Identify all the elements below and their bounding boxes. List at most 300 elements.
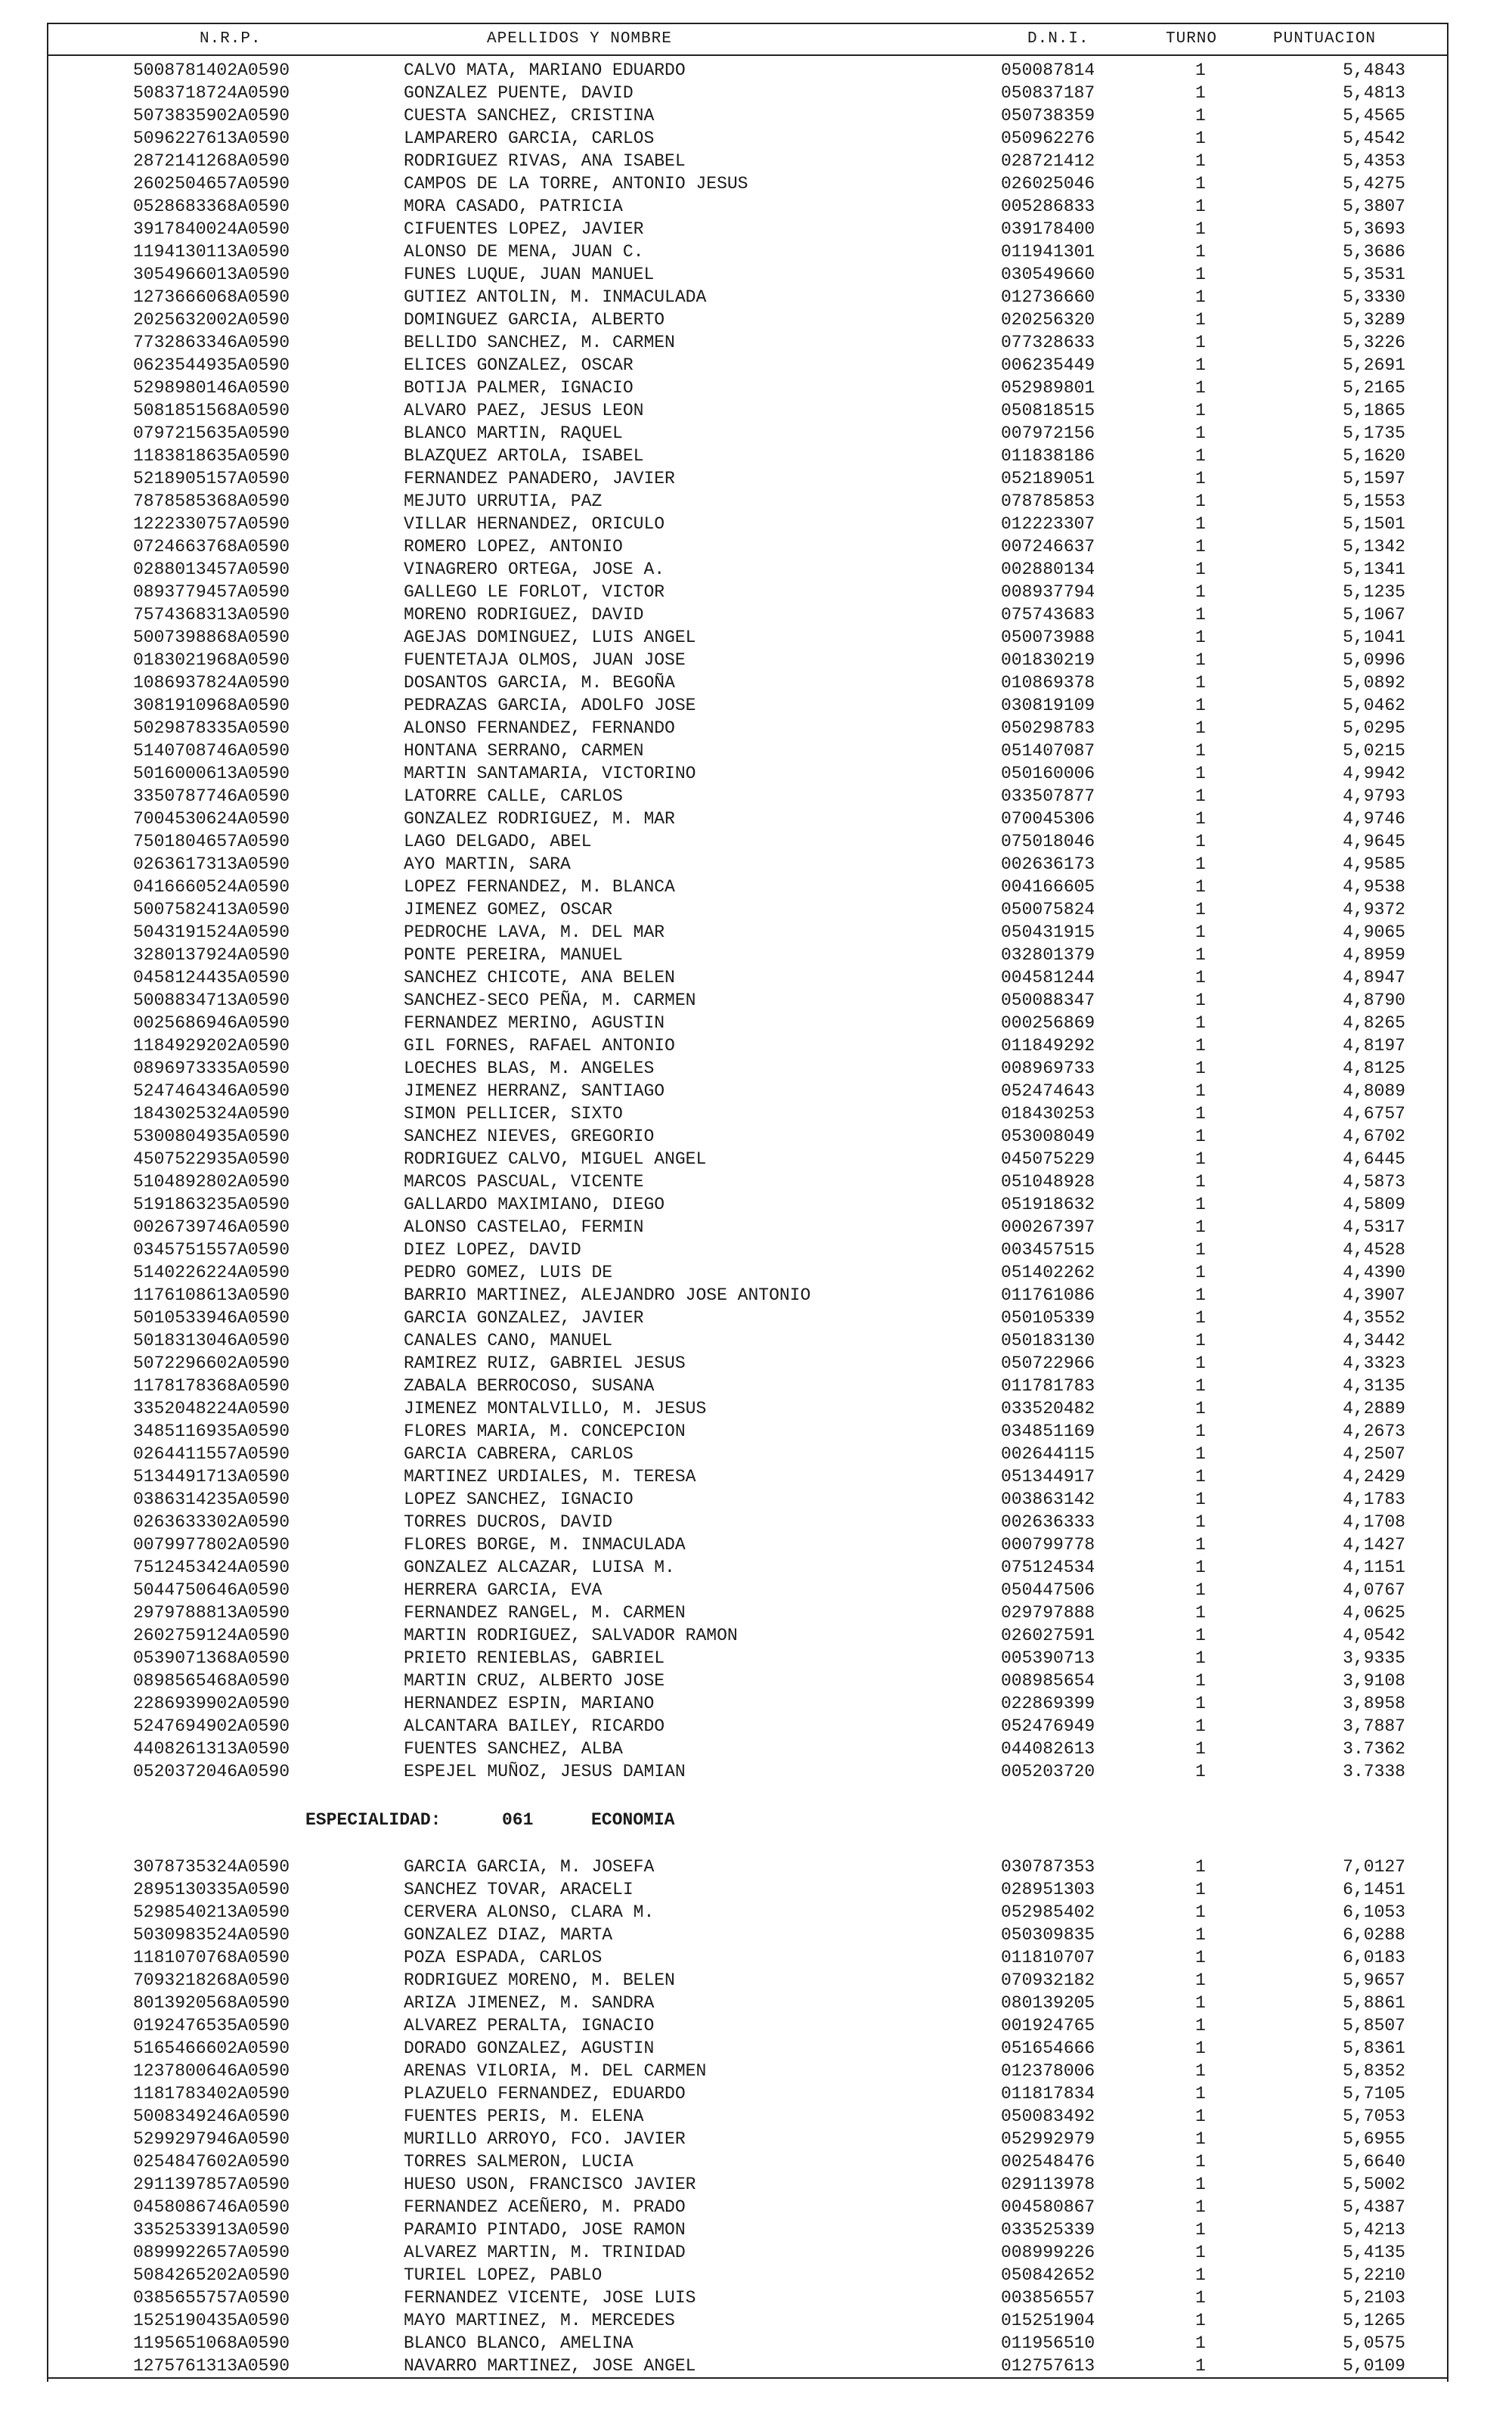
- cell-puntuacion: 6,1053: [1343, 1902, 1405, 1922]
- cell-puntuacion: 5,1735: [1343, 423, 1405, 443]
- cell-nrp: 5029878335A0590: [133, 718, 290, 738]
- cell-nombre: CAMPOS DE LA TORRE, ANTONIO JESUS: [404, 174, 748, 194]
- cell-turno: 1: [1195, 832, 1206, 851]
- cell-nombre: FERNANDEZ ACEÑERO, M. PRADO: [404, 2197, 686, 2217]
- cell-turno: 1: [1195, 401, 1206, 420]
- cell-dni: 034851169: [1001, 1422, 1095, 1441]
- cell-nrp: 3054966013A0590: [133, 265, 290, 284]
- cell-nombre: ESPEJEL MUÑOZ, JESUS DAMIAN: [404, 1762, 686, 1781]
- cell-dni: 070045306: [1001, 809, 1095, 829]
- cell-nombre: TORRES SALMERON, LUCIA: [404, 2152, 634, 2172]
- cell-dni: 051654666: [1001, 2039, 1095, 2058]
- cell-puntuacion: 4,8959: [1343, 945, 1405, 965]
- cell-puntuacion: 5,4213: [1343, 2220, 1405, 2240]
- table-row: [48, 1284, 1447, 1307]
- cell-puntuacion: 4,8125: [1343, 1059, 1405, 1078]
- cell-nrp: 5218905157A0590: [133, 469, 290, 488]
- table-row: [48, 1856, 1447, 1878]
- cell-puntuacion: 5,4813: [1343, 83, 1405, 103]
- cell-nombre: FLORES BORGE, M. INMACULADA: [404, 1535, 686, 1555]
- cell-turno: 1: [1195, 1762, 1206, 1781]
- cell-nombre: CUESTA SANCHEZ, CRISTINA: [404, 106, 655, 126]
- cell-turno: 1: [1195, 151, 1206, 171]
- cell-turno: 1: [1195, 1444, 1206, 1464]
- table-row: [48, 377, 1447, 399]
- cell-nombre: RODRIGUEZ RIVAS, ANA ISABEL: [404, 151, 686, 171]
- cell-turno: 1: [1195, 2197, 1206, 2217]
- cell-turno: 1: [1195, 1603, 1206, 1623]
- bottom-rule: [48, 2377, 1447, 2379]
- cell-puntuacion: 5,3686: [1343, 242, 1405, 262]
- cell-turno: 1: [1195, 741, 1206, 761]
- cell-puntuacion: 5,3289: [1343, 310, 1405, 330]
- cell-puntuacion: 3.7338: [1343, 1762, 1405, 1781]
- cell-nombre: RODRIGUEZ MORENO, M. BELEN: [404, 1970, 675, 1990]
- section-1-table: [48, 59, 1447, 1783]
- cell-nrp: 7004530624A0590: [133, 809, 290, 829]
- table-row: [48, 1443, 1447, 1465]
- cell-nombre: ALVAREZ MARTIN, M. TRINIDAD: [404, 2243, 686, 2262]
- cell-puntuacion: 4,2507: [1343, 1444, 1405, 1464]
- cell-puntuacion: 5,1067: [1343, 605, 1405, 625]
- cell-nrp: 0264411557A0590: [133, 1444, 290, 1464]
- cell-turno: 1: [1195, 560, 1206, 579]
- cell-dni: 004166605: [1001, 877, 1095, 897]
- cell-dni: 052992979: [1001, 2129, 1095, 2149]
- cell-turno: 1: [1195, 469, 1206, 488]
- cell-turno: 1: [1195, 2152, 1206, 2172]
- cell-turno: 1: [1195, 1285, 1206, 1305]
- cell-puntuacion: 4,9793: [1343, 786, 1405, 806]
- cell-nrp: 3352533913A0590: [133, 2220, 290, 2240]
- table-row: [48, 1216, 1447, 1239]
- cell-dni: 039178400: [1001, 219, 1095, 239]
- cell-nrp: 0385655757A0590: [133, 2288, 290, 2308]
- table-row: [48, 2264, 1447, 2287]
- cell-dni: 011761086: [1001, 1285, 1095, 1305]
- cell-dni: 000267397: [1001, 1217, 1095, 1237]
- cell-nombre: LOPEZ FERNANDEZ, M. BLANCA: [404, 877, 675, 897]
- cell-nrp: 5300804935A0590: [133, 1127, 290, 1146]
- cell-dni: 015251904: [1001, 2311, 1095, 2330]
- cell-puntuacion: 5,0575: [1343, 2333, 1405, 2353]
- cell-turno: 1: [1195, 219, 1206, 239]
- cell-puntuacion: 4,9372: [1343, 900, 1405, 919]
- cell-dni: 080139205: [1001, 1993, 1095, 2013]
- cell-turno: 1: [1195, 2175, 1206, 2194]
- cell-nrp: 8013920568A0590: [133, 1993, 290, 2013]
- cell-dni: 008999226: [1001, 2243, 1095, 2262]
- table-row: [48, 558, 1447, 581]
- cell-turno: 1: [1195, 1648, 1206, 1668]
- cell-turno: 1: [1195, 1240, 1206, 1260]
- cell-dni: 050087814: [1001, 60, 1095, 80]
- cell-puntuacion: 5,4387: [1343, 2197, 1405, 2217]
- cell-turno: 1: [1195, 2311, 1206, 2330]
- table-row: [48, 921, 1447, 944]
- cell-dni: 030549660: [1001, 265, 1095, 284]
- cell-nrp: 0386314235A0590: [133, 1490, 290, 1509]
- cell-puntuacion: 4,6757: [1343, 1104, 1405, 1124]
- table-row: [48, 989, 1447, 1012]
- cell-nrp: 1222330757A0590: [133, 514, 290, 534]
- cell-dni: 030787353: [1001, 1857, 1095, 1877]
- table-row: [48, 331, 1447, 354]
- cell-nombre: VILLAR HERNANDEZ, ORICULO: [404, 514, 665, 534]
- table-row: [48, 422, 1447, 445]
- cell-nombre: BLANCO MARTIN, RAQUEL: [404, 423, 623, 443]
- cell-dni: 012223307: [1001, 514, 1095, 534]
- cell-turno: 1: [1195, 628, 1206, 647]
- cell-turno: 1: [1195, 1263, 1206, 1282]
- cell-turno: 1: [1195, 1626, 1206, 1645]
- cell-puntuacion: 5,8507: [1343, 2016, 1405, 2035]
- cell-turno: 1: [1195, 2288, 1206, 2308]
- cell-puntuacion: 4,8197: [1343, 1036, 1405, 1056]
- cell-nrp: 5007398868A0590: [133, 628, 290, 647]
- cell-dni: 075743683: [1001, 605, 1095, 625]
- cell-nrp: 1194130113A0590: [133, 242, 290, 262]
- cell-dni: 029113978: [1001, 2175, 1095, 2194]
- cell-nrp: 1176108613A0590: [133, 1285, 290, 1305]
- cell-turno: 1: [1195, 1467, 1206, 1487]
- cell-turno: 1: [1195, 945, 1206, 965]
- table-row: [48, 1969, 1447, 1992]
- cell-dni: 052989801: [1001, 378, 1095, 398]
- table-row: [48, 59, 1447, 82]
- cell-nombre: ALONSO CASTELAO, FERMIN: [404, 1217, 644, 1237]
- cell-puntuacion: 4,9942: [1343, 764, 1405, 783]
- cell-turno: 1: [1195, 605, 1206, 625]
- cell-nrp: 3917840024A0590: [133, 219, 290, 239]
- cell-nrp: 0893779457A0590: [133, 582, 290, 602]
- cell-nombre: PEDROCHE LAVA, M. DEL MAR: [404, 922, 665, 942]
- cell-nombre: FERNANDEZ VICENTE, JOSE LUIS: [404, 2288, 696, 2308]
- cell-nrp: 5007582413A0590: [133, 900, 290, 919]
- cell-dni: 004580867: [1001, 2197, 1095, 2217]
- cell-turno: 1: [1195, 2265, 1206, 2285]
- cell-nrp: 0416660524A0590: [133, 877, 290, 897]
- cell-dni: 002636173: [1001, 854, 1095, 874]
- cell-nombre: DIEZ LOPEZ, DAVID: [404, 1240, 581, 1260]
- cell-dni: 050842652: [1001, 2265, 1095, 2285]
- table-row: [48, 1647, 1447, 1670]
- cell-dni: 030819109: [1001, 696, 1095, 715]
- cell-nombre: CIFUENTES LOPEZ, JAVIER: [404, 219, 644, 239]
- table-row: [48, 1488, 1447, 1511]
- cell-nrp: 7574368313A0590: [133, 605, 290, 625]
- cell-turno: 1: [1195, 378, 1206, 398]
- cell-nrp: 0345751557A0590: [133, 1240, 290, 1260]
- cell-nrp: 2602504657A0590: [133, 174, 290, 194]
- cell-nombre: HERRERA GARCIA, EVA: [404, 1580, 603, 1600]
- cell-nombre: CERVERA ALONSO, CLARA M.: [404, 1902, 655, 1922]
- cell-puntuacion: 5,1235: [1343, 582, 1405, 602]
- cell-nombre: FERNANDEZ RANGEL, M. CARMEN: [404, 1603, 686, 1623]
- cell-turno: 1: [1195, 355, 1206, 375]
- cell-turno: 1: [1195, 2220, 1206, 2240]
- cell-puntuacion: 5,4135: [1343, 2243, 1405, 2262]
- cell-puntuacion: 5,3807: [1343, 197, 1405, 216]
- cell-puntuacion: 5,3693: [1343, 219, 1405, 239]
- cell-turno: 1: [1195, 491, 1206, 511]
- table-row: [48, 263, 1447, 286]
- cell-dni: 020256320: [1001, 310, 1095, 330]
- cell-puntuacion: 4,3907: [1343, 1285, 1405, 1305]
- cell-nrp: 1525190435A0590: [133, 2311, 290, 2330]
- cell-puntuacion: 4,4528: [1343, 1240, 1405, 1260]
- cell-turno: 1: [1195, 2243, 1206, 2262]
- cell-nombre: ARENAS VILORIA, M. DEL CARMEN: [404, 2061, 707, 2081]
- cell-turno: 1: [1195, 287, 1206, 307]
- table-row: [48, 1760, 1447, 1783]
- cell-turno: 1: [1195, 718, 1206, 738]
- table-row: [48, 1352, 1447, 1375]
- cell-dni: 007972156: [1001, 423, 1095, 443]
- cell-nombre: ARIZA JIMENEZ, M. SANDRA: [404, 1993, 655, 2013]
- cell-puntuacion: 4,9065: [1343, 922, 1405, 942]
- cell-puntuacion: 5,2103: [1343, 2288, 1405, 2308]
- table-row: [48, 104, 1447, 127]
- cell-nrp: 5044750646A0590: [133, 1580, 290, 1600]
- cell-dni: 005390713: [1001, 1648, 1095, 1668]
- table-row: [48, 286, 1447, 308]
- cell-puntuacion: 3.7362: [1343, 1739, 1405, 1759]
- cell-puntuacion: 5,1620: [1343, 446, 1405, 466]
- cell-turno: 1: [1195, 242, 1206, 262]
- cell-dni: 052985402: [1001, 1902, 1095, 1922]
- cell-turno: 1: [1195, 2016, 1206, 2035]
- table-row: [48, 785, 1447, 808]
- header-dni: D.N.I.: [1027, 30, 1089, 48]
- table-row: [48, 1307, 1447, 1329]
- cell-puntuacion: 5,8361: [1343, 2039, 1405, 2058]
- table-row: [48, 1511, 1447, 1533]
- cell-nombre: GIL FORNES, RAFAEL ANTONIO: [404, 1036, 675, 1056]
- cell-dni: 050083492: [1001, 2107, 1095, 2126]
- table-row: [48, 876, 1447, 898]
- cell-puntuacion: 4,1708: [1343, 1512, 1405, 1532]
- cell-puntuacion: 5,0215: [1343, 741, 1405, 761]
- cell-nombre: SIMON PELLICER, SIXTO: [404, 1104, 623, 1124]
- table-row: [48, 853, 1447, 876]
- cell-turno: 1: [1195, 1970, 1206, 1990]
- cell-turno: 1: [1195, 1694, 1206, 1713]
- cell-turno: 1: [1195, 2129, 1206, 2149]
- table-row: [48, 308, 1447, 331]
- cell-dni: 002644115: [1001, 1444, 1095, 1464]
- cell-nrp: 3078735324A0590: [133, 1857, 290, 1877]
- cell-dni: 050738359: [1001, 106, 1095, 126]
- cell-turno: 1: [1195, 197, 1206, 216]
- table-row: [48, 1924, 1447, 1946]
- cell-nrp: 2025632002A0590: [133, 310, 290, 330]
- cell-nombre: PLAZUELO FERNANDEZ, EDUARDO: [404, 2084, 686, 2104]
- cell-dni: 028951303: [1001, 1880, 1095, 1899]
- cell-dni: 008985654: [1001, 1671, 1095, 1691]
- cell-nrp: 0899922657A0590: [133, 2243, 290, 2262]
- cell-dni: 011956510: [1001, 2333, 1095, 2353]
- table-row: [48, 240, 1447, 263]
- cell-nrp: 5030983524A0590: [133, 1925, 290, 1945]
- cell-nombre: POZA ESPADA, CARLOS: [404, 1948, 603, 1967]
- cell-turno: 1: [1195, 446, 1206, 466]
- cell-dni: 011781783: [1001, 1376, 1095, 1396]
- cell-nrp: 0079977802A0590: [133, 1535, 290, 1555]
- cell-puntuacion: 5,1041: [1343, 628, 1405, 647]
- cell-turno: 1: [1195, 1857, 1206, 1877]
- cell-puntuacion: 3,9108: [1343, 1671, 1405, 1691]
- cell-turno: 1: [1195, 2356, 1206, 2376]
- cell-nombre: RAMIREZ RUIZ, GABRIEL JESUS: [404, 1353, 686, 1373]
- cell-nombre: PEDRAZAS GARCIA, ADOLFO JOSE: [404, 696, 696, 715]
- cell-turno: 1: [1195, 106, 1206, 126]
- table-row: [48, 1034, 1447, 1057]
- cell-turno: 1: [1195, 1490, 1206, 1509]
- cell-puntuacion: 5,6955: [1343, 2129, 1405, 2149]
- cell-puntuacion: 6,0288: [1343, 1925, 1405, 1945]
- cell-turno: 1: [1195, 333, 1206, 352]
- cell-nombre: BLAZQUEZ ARTOLA, ISABEL: [404, 446, 644, 466]
- cell-puntuacion: 4,3323: [1343, 1353, 1405, 1373]
- cell-puntuacion: 6,0183: [1343, 1948, 1405, 1967]
- header-turno: TURNO: [1166, 30, 1218, 48]
- cell-dni: 007246637: [1001, 537, 1095, 557]
- cell-nrp: 3081910968A0590: [133, 696, 290, 715]
- cell-puntuacion: 5,1597: [1343, 469, 1405, 488]
- cell-turno: 1: [1195, 1217, 1206, 1237]
- cell-turno: 1: [1195, 1036, 1206, 1056]
- cell-turno: 1: [1195, 900, 1206, 919]
- cell-nombre: PEDRO GOMEZ, LUIS DE: [404, 1263, 613, 1282]
- table-row: [48, 1670, 1447, 1692]
- cell-turno: 1: [1195, 2333, 1206, 2353]
- cell-nombre: JIMENEZ HERRANZ, SANTIAGO: [404, 1081, 665, 1101]
- cell-nrp: 0797215635A0590: [133, 423, 290, 443]
- cell-turno: 1: [1195, 1081, 1206, 1101]
- cell-dni: 051918632: [1001, 1195, 1095, 1214]
- cell-dni: 052474643: [1001, 1081, 1095, 1101]
- cell-nrp: 5072296602A0590: [133, 1353, 290, 1373]
- cell-puntuacion: 3,7887: [1343, 1716, 1405, 1736]
- cell-puntuacion: 5,4843: [1343, 60, 1405, 80]
- table-row: [48, 445, 1447, 467]
- cell-turno: 1: [1195, 514, 1206, 534]
- table-row: [48, 354, 1447, 377]
- cell-nombre: PRIETO RENIEBLAS, GABRIEL: [404, 1648, 665, 1668]
- cell-nrp: 1275761313A0590: [133, 2356, 290, 2376]
- cell-puntuacion: 4,3442: [1343, 1331, 1405, 1350]
- cell-turno: 1: [1195, 650, 1206, 670]
- table-row: [48, 1057, 1447, 1080]
- cell-nrp: 5140708746A0590: [133, 741, 290, 761]
- cell-nombre: ZABALA BERROCOSO, SUSANA: [404, 1376, 655, 1396]
- cell-nombre: GARCIA CABRERA, CARLOS: [404, 1444, 634, 1464]
- cell-dni: 011941301: [1001, 242, 1095, 262]
- cell-nombre: VINAGRERO ORTEGA, JOSE A.: [404, 560, 665, 579]
- cell-turno: 1: [1195, 537, 1206, 557]
- cell-nrp: 1273666068A0590: [133, 287, 290, 307]
- table-row: [48, 1992, 1447, 2014]
- specialty-code: 061: [502, 1810, 534, 1830]
- cell-nrp: 0896973335A0590: [133, 1059, 290, 1078]
- cell-puntuacion: 5,3531: [1343, 265, 1405, 284]
- cell-puntuacion: 5,5002: [1343, 2175, 1405, 2194]
- cell-dni: 051344917: [1001, 1467, 1095, 1487]
- cell-nrp: 1181783402A0590: [133, 2084, 290, 2104]
- table-row: [48, 2082, 1447, 2105]
- cell-nrp: 5299297946A0590: [133, 2129, 290, 2149]
- cell-dni: 033520482: [1001, 1399, 1095, 1418]
- table-row: [48, 1624, 1447, 1647]
- cell-nrp: 5298540213A0590: [133, 1902, 290, 1922]
- table-row: [48, 195, 1447, 218]
- cell-nrp: 0898565468A0590: [133, 1671, 290, 1691]
- cell-dni: 050837187: [1001, 83, 1095, 103]
- table-row: [48, 762, 1447, 785]
- cell-dni: 010869378: [1001, 673, 1095, 693]
- cell-nombre: MURILLO ARROYO, FCO. JAVIER: [404, 2129, 686, 2149]
- cell-turno: 1: [1195, 922, 1206, 942]
- table-row: [48, 490, 1447, 513]
- cell-nombre: LAGO DELGADO, ABEL: [404, 832, 592, 851]
- cell-nrp: 1183818635A0590: [133, 446, 290, 466]
- cell-dni: 011817834: [1001, 2084, 1095, 2104]
- cell-puntuacion: 4,4390: [1343, 1263, 1405, 1282]
- cell-puntuacion: 4,0767: [1343, 1580, 1405, 1600]
- cell-puntuacion: 5,1865: [1343, 401, 1405, 420]
- cell-dni: 050962276: [1001, 129, 1095, 148]
- cell-puntuacion: 5,8352: [1343, 2061, 1405, 2081]
- table-row: [48, 1193, 1447, 1216]
- cell-nombre: MARTIN CRUZ, ALBERTO JOSE: [404, 1671, 665, 1691]
- cell-nombre: GONZALEZ ALCAZAR, LUISA M.: [404, 1558, 675, 1577]
- cell-nombre: SANCHEZ NIEVES, GREGORIO: [404, 1127, 655, 1146]
- cell-turno: 1: [1195, 1580, 1206, 1600]
- cell-turno: 1: [1195, 764, 1206, 783]
- table-row: [48, 1080, 1447, 1102]
- cell-nombre: MARTINEZ URDIALES, M. TERESA: [404, 1467, 696, 1487]
- cell-puntuacion: 4,1151: [1343, 1558, 1405, 1577]
- cell-nrp: 2286939902A0590: [133, 1694, 290, 1713]
- cell-nrp: 5247464346A0590: [133, 1081, 290, 1101]
- cell-nombre: CANALES CANO, MANUEL: [404, 1331, 613, 1350]
- cell-puntuacion: 4,5317: [1343, 1217, 1405, 1237]
- cell-nrp: 5298980146A0590: [133, 378, 290, 398]
- cell-dni: 005203720: [1001, 1762, 1095, 1781]
- cell-dni: 012736660: [1001, 287, 1095, 307]
- cell-nombre: JIMENEZ MONTALVILLO, M. JESUS: [404, 1399, 707, 1418]
- table-row: [48, 1329, 1447, 1352]
- cell-nombre: ALCANTARA BAILEY, RICARDO: [404, 1716, 665, 1736]
- table-row: [48, 1556, 1447, 1579]
- cell-turno: 1: [1195, 2061, 1206, 2081]
- cell-dni: 022869399: [1001, 1694, 1095, 1713]
- table-row: [48, 966, 1447, 989]
- cell-nrp: 5008781402A0590: [133, 60, 290, 80]
- cell-dni: 011838186: [1001, 446, 1095, 466]
- cell-dni: 006235449: [1001, 355, 1095, 375]
- cell-nrp: 5081851568A0590: [133, 401, 290, 420]
- cell-nrp: 3280137924A0590: [133, 945, 290, 965]
- cell-nrp: 0458086746A0590: [133, 2197, 290, 2217]
- cell-nrp: 1184929202A0590: [133, 1036, 290, 1056]
- cell-dni: 050183130: [1001, 1331, 1095, 1350]
- header-nombre: APELLIDOS Y NOMBRE: [487, 30, 672, 48]
- table-row: [48, 399, 1447, 422]
- cell-nombre: GARCIA GONZALEZ, JAVIER: [404, 1308, 644, 1328]
- cell-dni: 000256869: [1001, 1013, 1095, 1033]
